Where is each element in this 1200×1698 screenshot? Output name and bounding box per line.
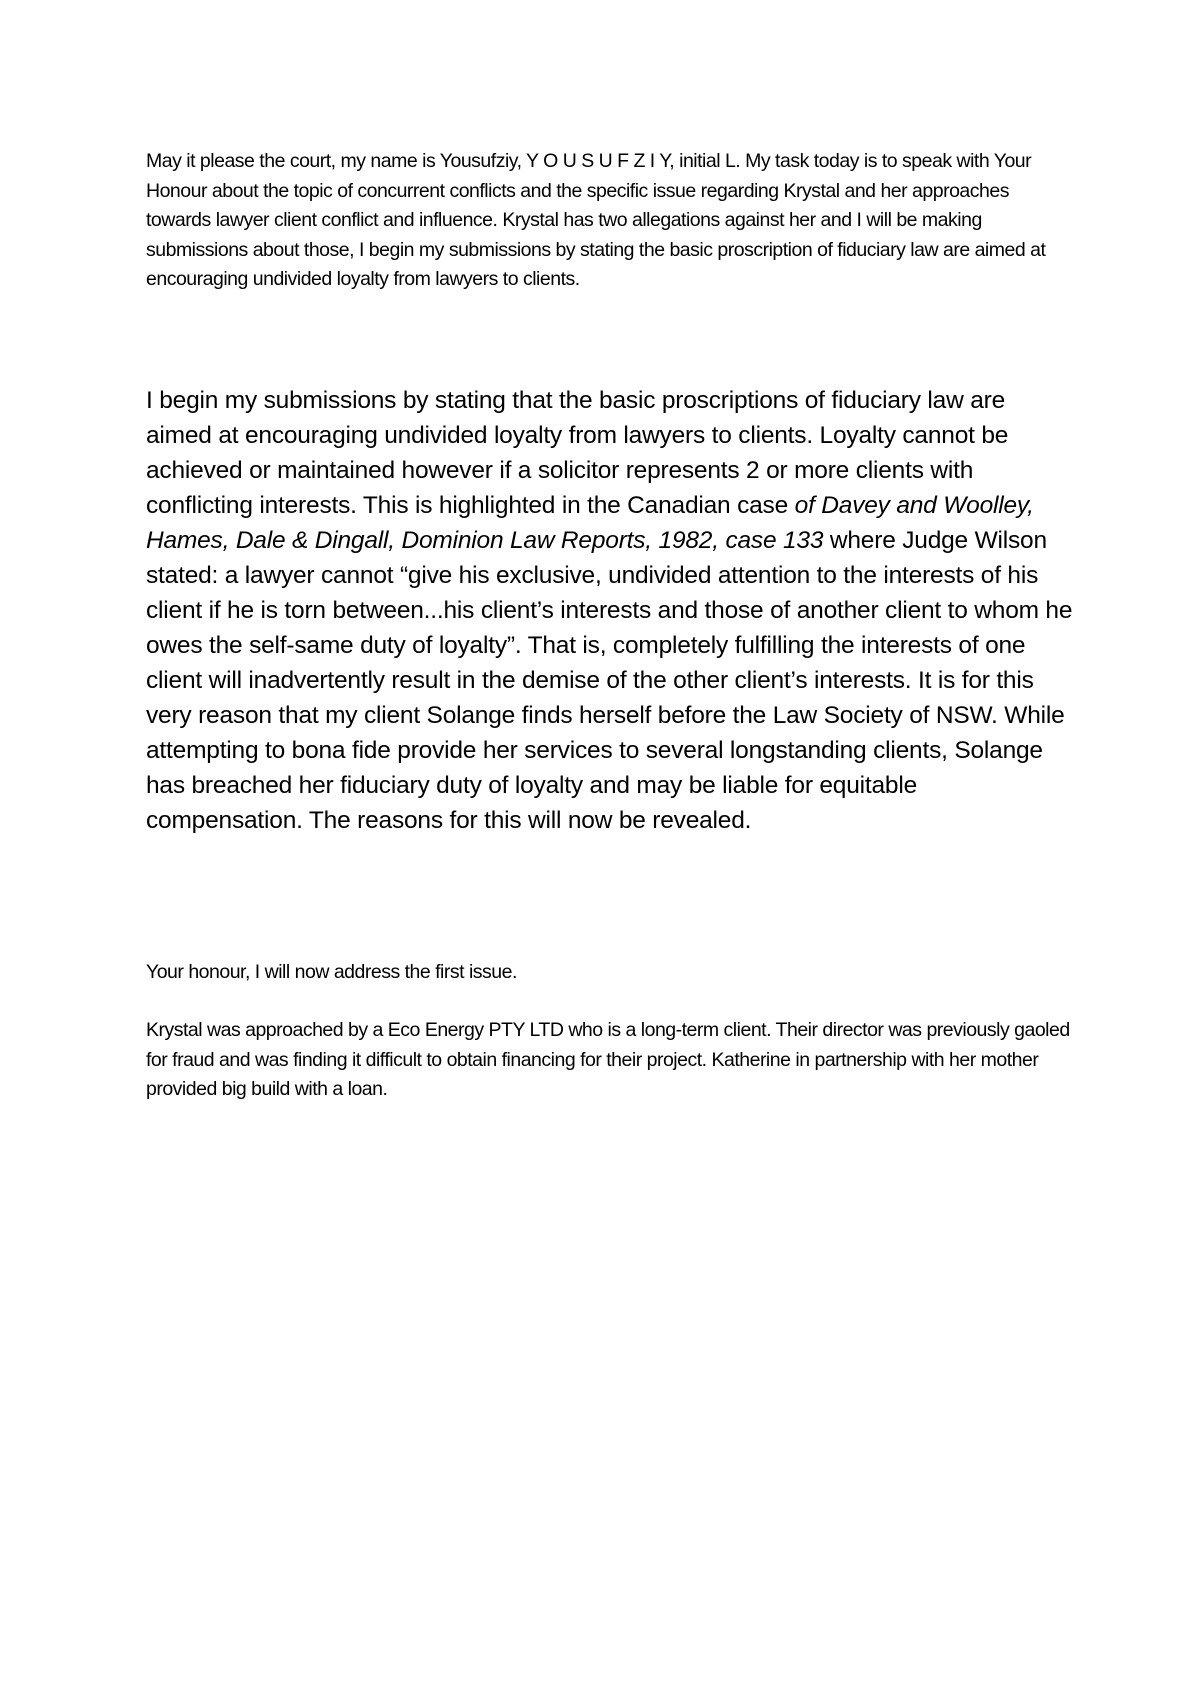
submission-paragraph xyxy=(146,383,1076,838)
first-issue-paragraph: Your honour, I will now address the first issue. xyxy=(146,961,517,983)
submission-text-end: where Judge Wilson stated: a lawyer cannot “give his exclusive, undivided attention to the interests of his client if he is torn between...his client’s interests and those of another client to whom he owes the self-same duty of loyalty”. That is, completely fulfilling the interests of one client will inadvertently result in the demise of the other client’s interests. It is for this very reason that my client Solange finds herself before the Law Society of NSW. While attempting to bona fide provide her services to several longstanding clients, Solange has breached her fiduciary duty of loyalty and may be liable for equitable compensation. The reasons for this will now be revealed. xyxy=(146,527,1073,834)
case-citation: of Davey and Woolley, Hames, Dale & Dingall, Dominion Law Reports, 1982, case 133 xyxy=(146,492,1034,554)
krystal-paragraph: Krystal was approached by a Eco Energy PTY LTD who is a long-term client. Their director was previously gaoled for fraud and was finding it difficult to obtain financing for their project. Katherine in partnership with her mother provided big build with a loan. xyxy=(146,1019,1070,1100)
intro-paragraph: May it please the court, my name is Yousufziy, Y O U S U F Z I Y, initial L. My task today is to speak with Your Honour about the topic of concurrent conflicts and the specific issue regarding Krystal and her approaches towards lawyer client conflict and influence. Krystal has two allegations against her and I will be making submissions about those, I begin my submissions by stating the basic proscription of fiduciary law are aimed at encouraging undivided loyalty from lawyers to clients. xyxy=(146,150,1046,290)
submission-text-start: I begin my submissions by stating that the basic proscriptions of fiduciary law are aimed at encouraging undivided loyalty from lawyers to clients. Loyalty cannot be achieved or maintained however if a solicitor represents 2 or more clients with conflicting interests. This is highlighted in the Canadian case xyxy=(146,387,1009,519)
